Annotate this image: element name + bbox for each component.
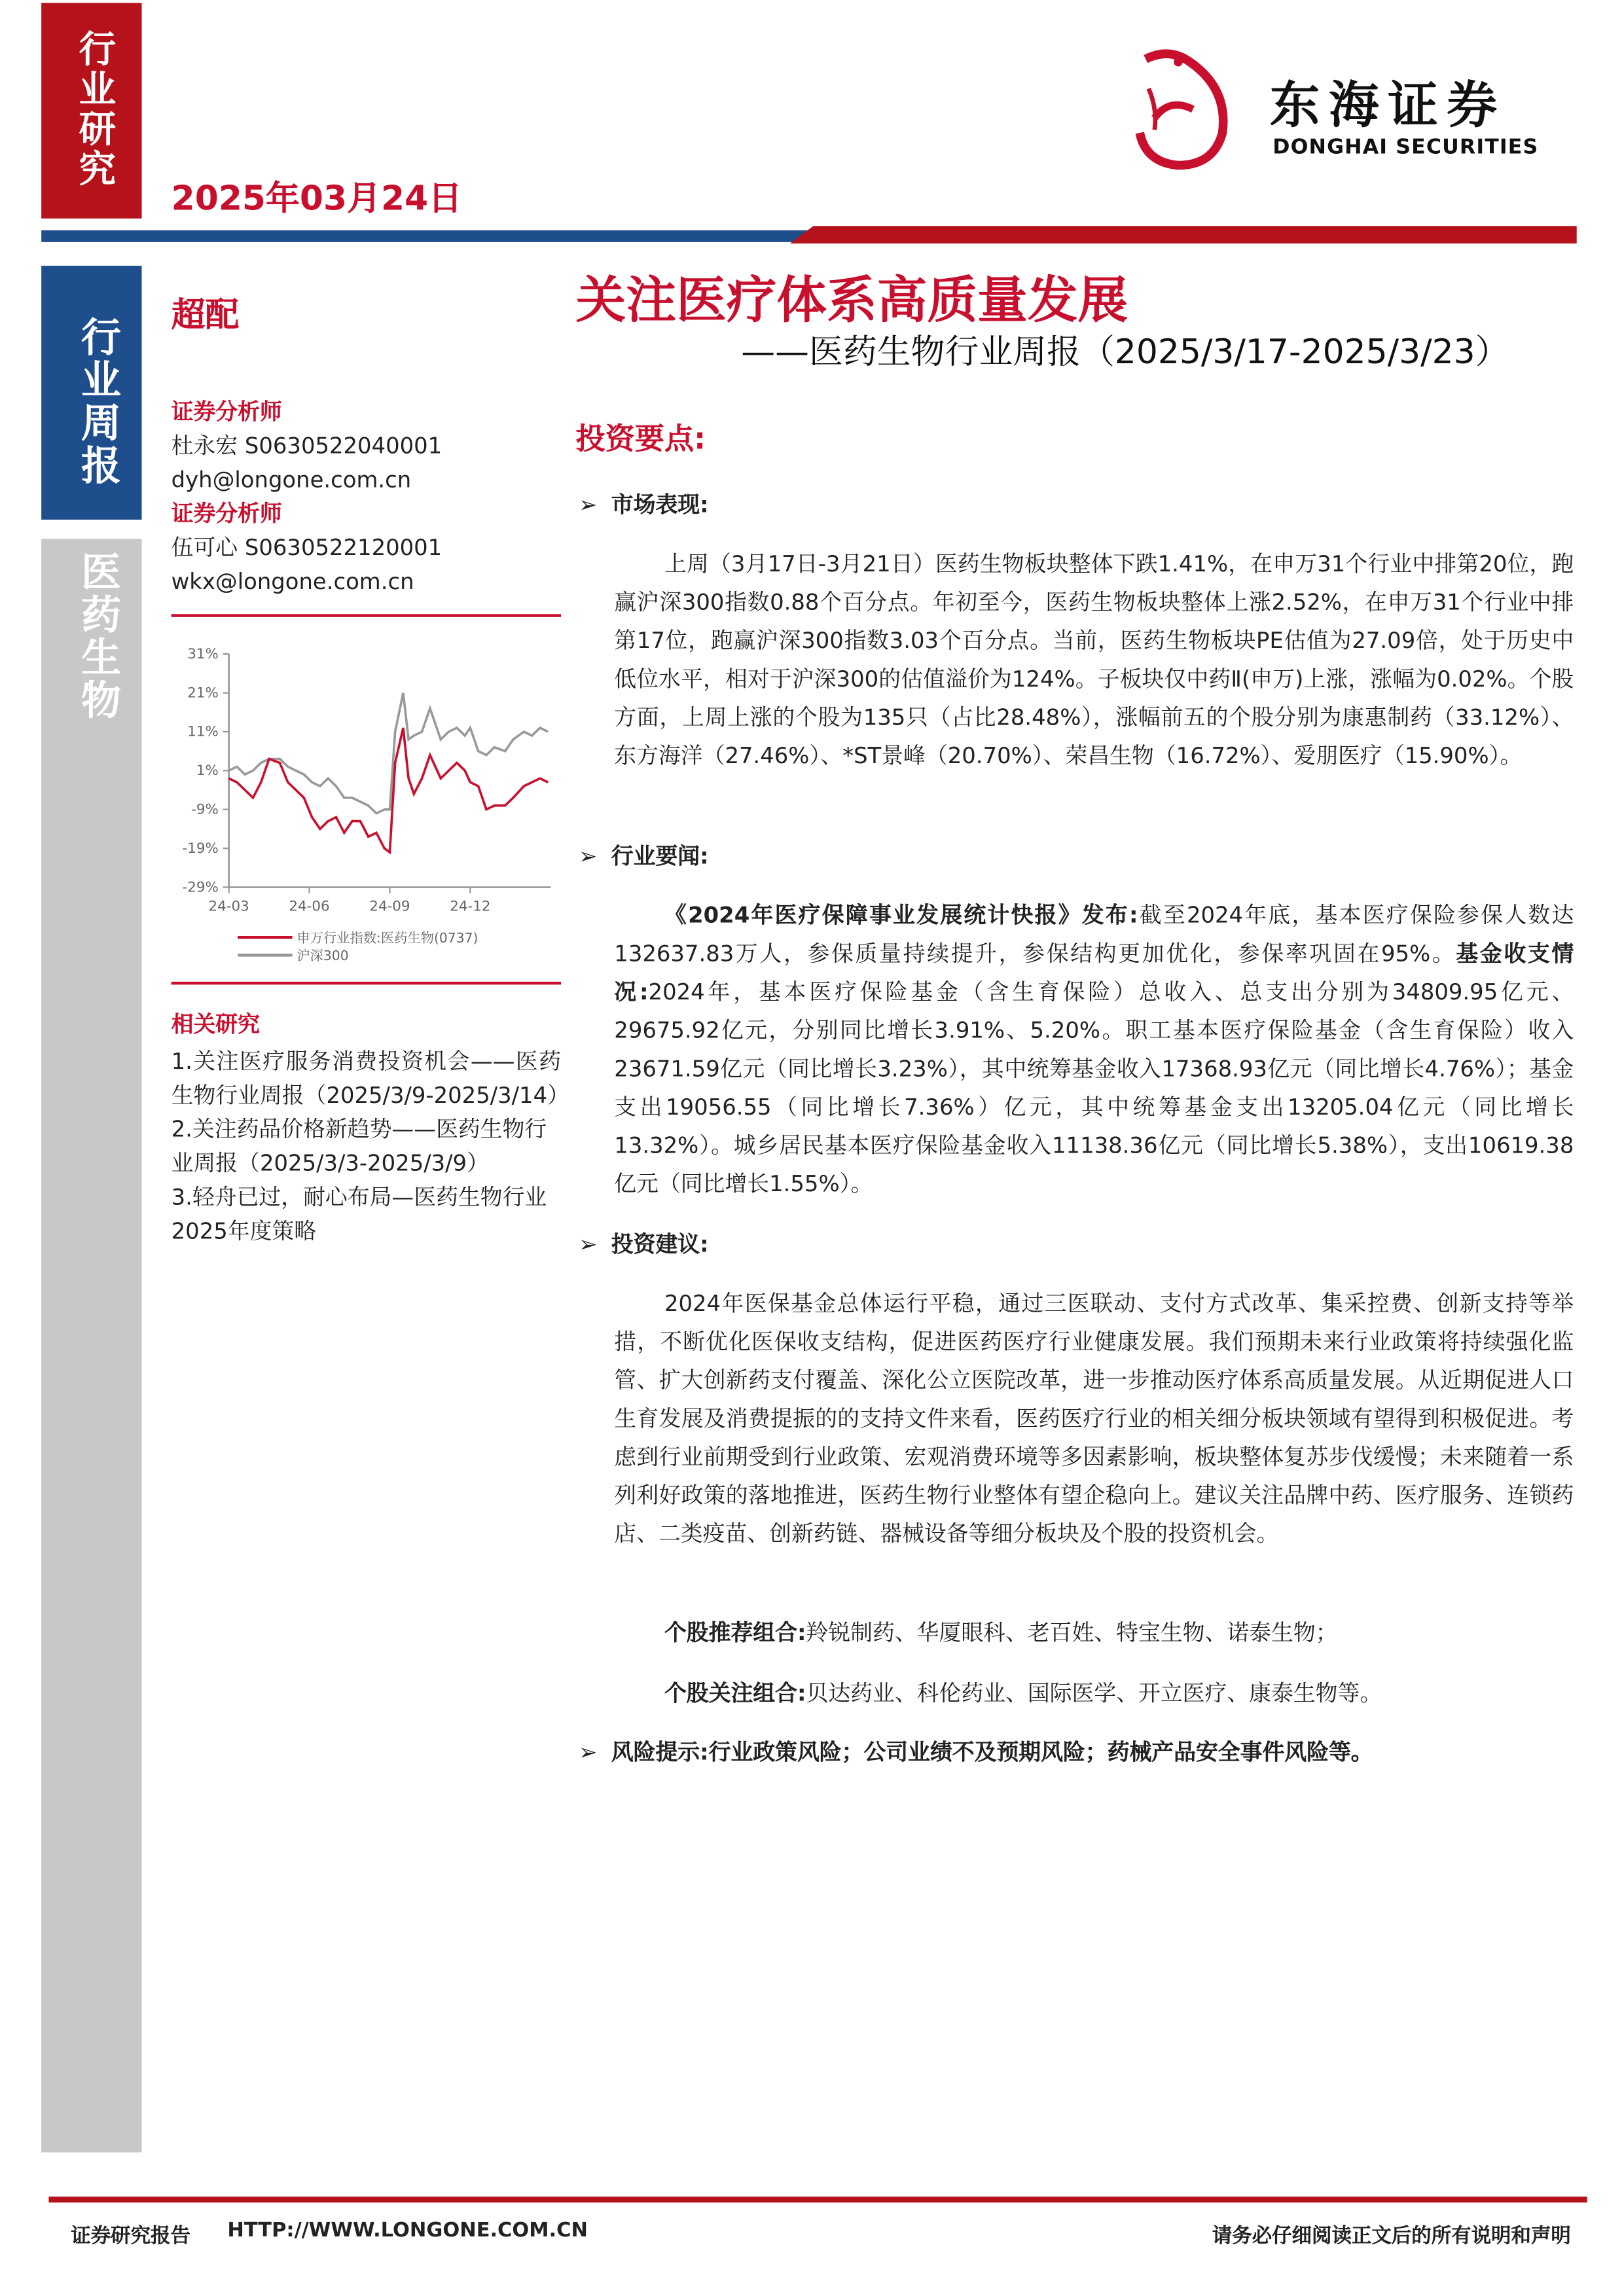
- series-line: [229, 728, 549, 852]
- related-item[interactable]: 3.轻舟已过，耐心布局—医药生物行业2025年度策略: [171, 1183, 547, 1245]
- section-label: 市场表现:: [611, 492, 709, 518]
- footer-disclaimer: 请务必仔细阅读正文后的所有说明和声明: [1212, 2225, 1571, 2249]
- report-date: 2025年03月24日: [171, 180, 463, 219]
- header-bar-blue: [41, 230, 809, 242]
- arrow-icon: ➢: [579, 842, 598, 870]
- performance-chart: [171, 635, 561, 975]
- analyst-email[interactable]: dyh@longone.com.cn: [171, 466, 412, 493]
- analyst-role: 证券分析师: [171, 500, 282, 528]
- watch-stocks: 贝达药业、科伦药业、国际医学、开立医疗、康泰生物等。: [806, 1679, 1382, 1707]
- section-label: 行业要闻:: [611, 842, 709, 870]
- page-subtitle: ——医药生物行业周报（2025/3/17-2025/3/23）: [741, 333, 1509, 372]
- market-text: 上周（3月17日-3月21日）医药生物板块整体下跌1.41%，在申万31个行业中排第20位，跑赢沪深300指数0.88个百分点。年初至今，医药生物板块整体上涨2.52%，在申万31个行业中排第17位，跑赢沪深300指数3.03个百分点。当前，医药生物板块PE估值为27.09倍，处于历史中低位水平，相对于沪深300的估值溢价为124%。子板块仅中药Ⅱ(申万)上涨，涨幅为0.02%。个股方面，上周上涨的个股为135只（占比28.48%），涨幅前五的个股分别为康惠制药（33.12%）、东方海洋（27.46%）、*ST景峰（20.70%）、荣昌生物（16.72%）、爱朋医疗（15.90%）。: [614, 550, 1574, 770]
- news-headline: 《2024年医疗保障事业发展统计快报》发布:: [664, 902, 1138, 929]
- section-risk: [579, 1736, 1373, 1767]
- related-research: [171, 1009, 569, 1249]
- arrow-icon: ➢: [579, 1231, 598, 1258]
- header-bar-red: [790, 226, 1577, 243]
- watch-portfolio: [614, 1674, 1574, 1713]
- section-market: [579, 489, 708, 520]
- company-logo: [1125, 45, 1568, 177]
- y-tick-label: -19%: [182, 840, 219, 857]
- section-advice: [579, 1229, 708, 1259]
- page-title: 关注医疗体系高质量发展: [575, 272, 1128, 331]
- series-line: [229, 693, 549, 814]
- divider: [171, 982, 561, 985]
- x-tick-label: 24-03: [208, 898, 249, 915]
- recommend-label: 个股推荐组合:: [664, 1619, 806, 1646]
- related-item[interactable]: 1.关注医疗服务消费投资机会——医药生物行业周报（2025/3/9-2025/3/14）: [171, 1048, 569, 1109]
- report-type-block: [41, 266, 141, 520]
- footer-url[interactable]: HTTP://WWW.LONGONE.COM.CN: [227, 2219, 588, 2243]
- related-item[interactable]: 2.关注药品价格新趋势——医药生物行业周报（2025/3/3-2025/3/9）: [171, 1116, 547, 1177]
- analyst-1: [171, 395, 442, 599]
- related-title: 相关研究: [171, 1011, 261, 1038]
- industry-block: [41, 539, 141, 2152]
- arrow-icon: ➢: [579, 492, 598, 518]
- legend-label: 申万行业指数:医药生物(0737): [297, 930, 478, 946]
- x-tick-label: 24-12: [450, 898, 491, 915]
- risk-text: 行业政策风险；公司业绩不及预期风险；药械产品安全事件风险等。: [708, 1738, 1373, 1766]
- footer-left: 证券研究报告: [71, 2225, 190, 2249]
- y-tick-label: -9%: [191, 801, 219, 818]
- section-news: [579, 840, 708, 870]
- legend-label: 沪深300: [297, 948, 349, 964]
- y-tick-label: 11%: [187, 723, 219, 740]
- industry-label: 医药生物: [73, 550, 120, 722]
- rating: 超配: [171, 296, 240, 335]
- category-label: 行业研究: [73, 29, 117, 189]
- news-body: 截至2024年底，基本医疗保险参保人数达132637.83万人，参保质量持续提升，参保结构更加优化，参保率巩固在95%。: [614, 902, 1574, 967]
- x-tick-label: 24-06: [289, 898, 330, 915]
- y-tick-label: -29%: [182, 879, 219, 896]
- news-text: [614, 896, 1574, 1203]
- news-subhead: 基金收支情况:: [614, 940, 1574, 1005]
- divider: [171, 614, 561, 617]
- dragon-logo-icon: [1125, 45, 1243, 177]
- recommend-stocks: 羚锐制药、华厦眼科、老百姓、特宝生物、诺泰生物；: [806, 1619, 1338, 1646]
- arrow-icon: ➢: [579, 1738, 598, 1766]
- logo-en: DONGHAI SECURITIES: [1272, 135, 1539, 160]
- y-tick-label: 1%: [196, 762, 219, 780]
- analyst-name: 杜永宏 S0630522040001: [171, 432, 442, 459]
- advice-text: 2024年医保基金总体运行平稳，通过三医联动、支付方式改革、集采控费、创新支持等举措，不断优化医保收支结构，促进医药医疗行业健康发展。我们预期未来行业政策将持续强化监管、扩大创新药支付覆盖、深化公立医院改革，进一步推动医疗体系高质量发展。从近期促进人口生育发展及消费提振的的支持文件来看，医药医疗行业的相关细分板块领域有望得到积极促进。考虑到行业前期受到行业政策、宏观消费环境等多因素影响，板块整体复苏步伐缓慢；未来随着一系列利好政策的落地推进，医药生物行业整体有望企稳向上。建议关注品牌中药、医疗服务、连锁药店、二类疫苗、创新药链、器械设备等细分板块及个股的投资机会。: [614, 1290, 1574, 1547]
- recommend-portfolio: [614, 1613, 1574, 1652]
- section-label: 投资建议:: [611, 1231, 709, 1258]
- footer-line: [48, 2197, 1587, 2202]
- watch-label: 个股关注组合:: [664, 1679, 806, 1707]
- logo-cn: 东海证券: [1269, 77, 1506, 136]
- analyst-name: 伍可心 S0630522120001: [171, 534, 442, 562]
- y-tick-label: 21%: [187, 685, 219, 702]
- report-type-label: 行业周报: [73, 315, 120, 488]
- analyst-role: 证券分析师: [171, 398, 282, 425]
- news-body: 2024年，基本医疗保险基金（含生育保险）总收入、总支出分别为34809.95亿元、29675.92亿元，分别同比增长3.91%、5.20%。职工基本医疗保险基金（含生育保险）收入23671.59亿元（同比增长3.23%），其中统筹基金收入17368.93亿元（同比增长4.76%）；基金支出19056.55（同比增长7.36%）亿元，其中统筹基金支出13205.04亿元（同比增长13.32%）。城乡居民基本医疗保险基金收入11138.36亿元（同比增长5.38%），支出10619.38亿元（同比增长1.55%）。: [614, 978, 1574, 1198]
- x-tick-label: 24-09: [369, 898, 410, 915]
- section-label: 风险提示:: [611, 1738, 709, 1766]
- category-block: [41, 3, 141, 219]
- analyst-email[interactable]: wkx@longone.com.cn: [171, 568, 414, 595]
- key-points-heading: 投资要点:: [575, 420, 706, 456]
- y-tick-label: 31%: [187, 645, 219, 662]
